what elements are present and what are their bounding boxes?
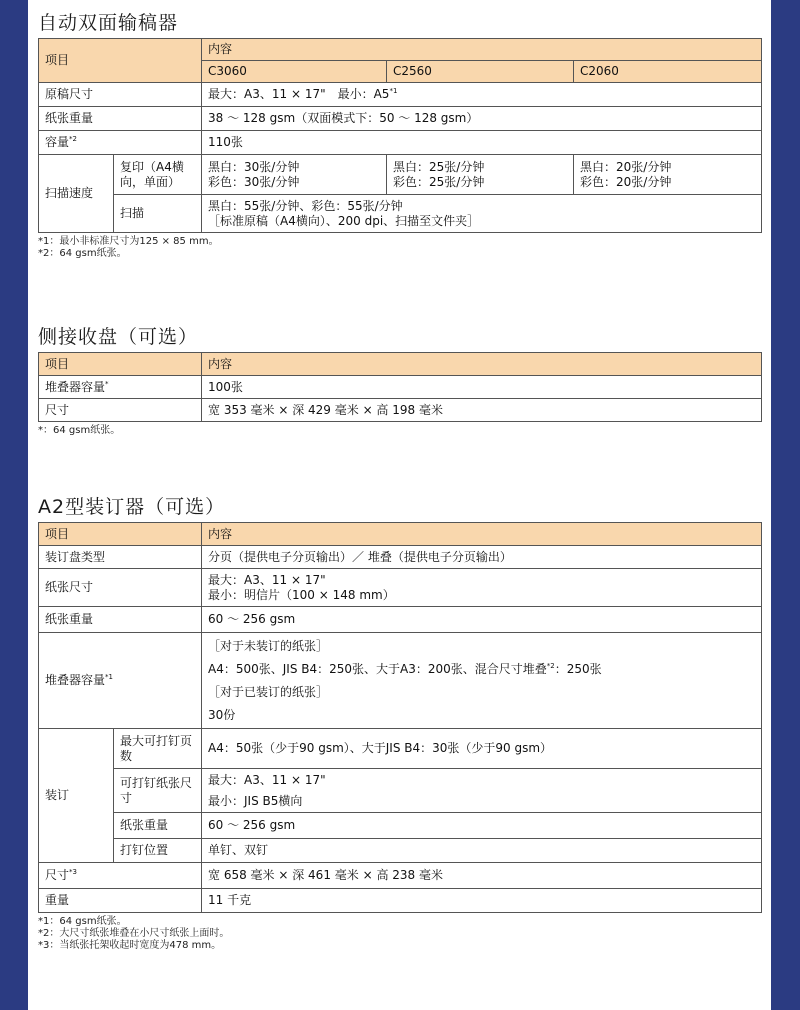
row-label: 装订 [39,729,114,863]
copy-speed-c3060 [202,155,387,195]
footnote: *2：64 gsm纸张。 [38,248,127,259]
section-title: A2型装订器（可选） [38,496,226,518]
row-label: 纸张尺寸 [39,569,202,607]
page [28,0,771,1010]
row-label: 纸张重量 [39,607,202,633]
footnote: *1：64 gsm纸张。 [38,916,127,927]
staple-size-min: 最小：JIS B5横向 [208,793,303,808]
model-c2560: C2560 [387,61,574,83]
finisher-table [38,522,762,913]
paper-size-max: 最大：A3、11 × 17" [208,572,326,587]
unstapled-capacity [208,658,755,681]
row-value: 110张 [202,131,762,155]
stapled-heading: ［对于已装订的纸张］ [208,684,329,699]
color-speed: 彩色：30张/分钟 [208,174,300,189]
sub-label: 复印（A4横向，单面） [114,155,202,195]
section-title: 侧接收盘（可选） [38,326,199,348]
table-row [39,633,762,729]
model-c2060: C2060 [574,61,762,83]
table-row [39,889,762,913]
capacity-text: ：250张 [554,661,602,676]
table-row [39,607,762,633]
footnotes [38,425,761,437]
dimension-label: 尺寸 [45,868,70,882]
table-row [39,376,762,399]
row-value: A4：50张（少于90 gsm）、大于JIS B4：30张（少于90 gsm） [202,729,762,769]
row-label: 纸张重量 [39,107,202,131]
row-value: 60 ～ 256 gsm [202,607,762,633]
header-item: 项目 [39,523,202,546]
table-row [39,107,762,131]
row-label: 尺寸 [39,399,202,422]
model-c3060: C3060 [202,61,387,83]
unstapled-heading: ［对于未装订的纸张］ [208,638,329,653]
sub-label: 扫描 [114,195,202,233]
table-row [39,569,762,607]
header-row [39,353,762,376]
stacker-label: 堆叠器容量 [45,379,106,394]
bw-speed: 黑白：30张/分钟 [208,159,300,174]
finisher-section [38,492,761,952]
adf-section [38,8,761,260]
row-label [39,863,202,889]
row-value [202,83,762,107]
table-row [39,546,762,569]
table-row [39,839,762,863]
stacker-label: 堆叠器容量 [45,673,106,687]
row-label: 重量 [39,889,202,913]
footnote: *1：最小非标准尺寸为125 × 85 mm。 [38,236,219,247]
staple-size-max: 最大：A3、11 × 17" [208,772,326,787]
header-row [39,39,762,61]
footnote-mark: *3 [69,868,77,876]
row-value: 单钉、双钉 [202,839,762,863]
row-value: 60 ～ 256 gsm [202,813,762,839]
row-label: 装订盘类型 [39,546,202,569]
table-row [39,155,762,195]
footnote-mark: *1 [105,673,113,681]
header-content: 内容 [202,353,762,376]
footnotes [38,916,761,952]
row-label [39,376,202,399]
scan-line: 黑白：55张/分钟、彩色：55张/分钟 [208,198,403,213]
footnote: *：64 gsm纸张。 [38,425,121,436]
table-row [39,131,762,155]
section-title: 自动双面输稿器 [38,12,179,34]
color-speed: 彩色：20张/分钟 [580,174,672,189]
footnotes [38,236,761,260]
table-row [39,813,762,839]
row-label: 原稿尺寸 [39,83,202,107]
row-value [202,769,762,813]
header-content: 内容 [202,39,762,61]
sub-label: 纸张重量 [114,813,202,839]
footnote-mark: *2 [546,661,555,670]
row-value: 100张 [202,376,762,399]
sub-label: 打钉位置 [114,839,202,863]
scan-line: ［标准原稿（A4横向）、200 dpi、扫描至文件夹］ [208,213,480,228]
footnote: *2：大尺寸纸张堆叠在小尺寸纸张上面时。 [38,928,230,939]
table-row [39,83,762,107]
footnote-mark: * [105,379,109,388]
copy-speed-c2060 [574,155,762,195]
row-label [39,131,202,155]
table-row [39,863,762,889]
bw-speed: 黑白：20张/分钟 [580,159,672,174]
table-row [39,769,762,813]
row-value [202,633,762,729]
header-item: 项目 [39,39,202,83]
original-size-text: 最大：A3、11 × 17" 最小：A5 [208,87,390,101]
row-value: 38 ～ 128 gsm（双面模式下：50 ～ 128 gsm） [202,107,762,131]
row-value: 11 千克 [202,889,762,913]
footnote-mark: *1 [389,87,398,95]
bw-speed: 黑白：25张/分钟 [393,159,485,174]
color-speed: 彩色：25张/分钟 [393,174,485,189]
capacity-label: 容量 [45,135,70,149]
table-row [39,729,762,769]
header-item: 项目 [39,353,202,376]
adf-spec-table [38,38,762,233]
header-content: 内容 [202,523,762,546]
side-tray-table [38,352,762,422]
sub-label: 最大可打钉页数 [114,729,202,769]
stapled-capacity: 30份 [208,707,236,722]
capacity-text: A4：500张、JIS B4：250张、大于A3：200张、混合尺寸堆叠 [208,661,547,676]
table-row [39,399,762,422]
row-value: 宽 353 毫米 × 深 429 毫米 × 高 198 毫米 [202,399,762,422]
row-value: 分页（提供电子分页输出）／ 堆叠（提供电子分页输出） [202,546,762,569]
paper-size-min: 最小：明信片（100 × 148 mm） [208,587,395,602]
sub-label: 可打钉纸张尺寸 [114,769,202,813]
row-value: 宽 658 毫米 × 深 461 毫米 × 高 238 毫米 [202,863,762,889]
table-row [39,195,762,233]
copy-speed-c2560 [387,155,574,195]
side-tray-section [38,322,761,437]
row-label: 扫描速度 [39,155,114,233]
scan-speed [202,195,762,233]
footnote-mark: *2 [69,135,77,143]
footnote: *3：当纸张托架收起时宽度为478 mm。 [38,940,222,951]
header-row [39,523,762,546]
row-label [39,633,202,729]
row-value [202,569,762,607]
